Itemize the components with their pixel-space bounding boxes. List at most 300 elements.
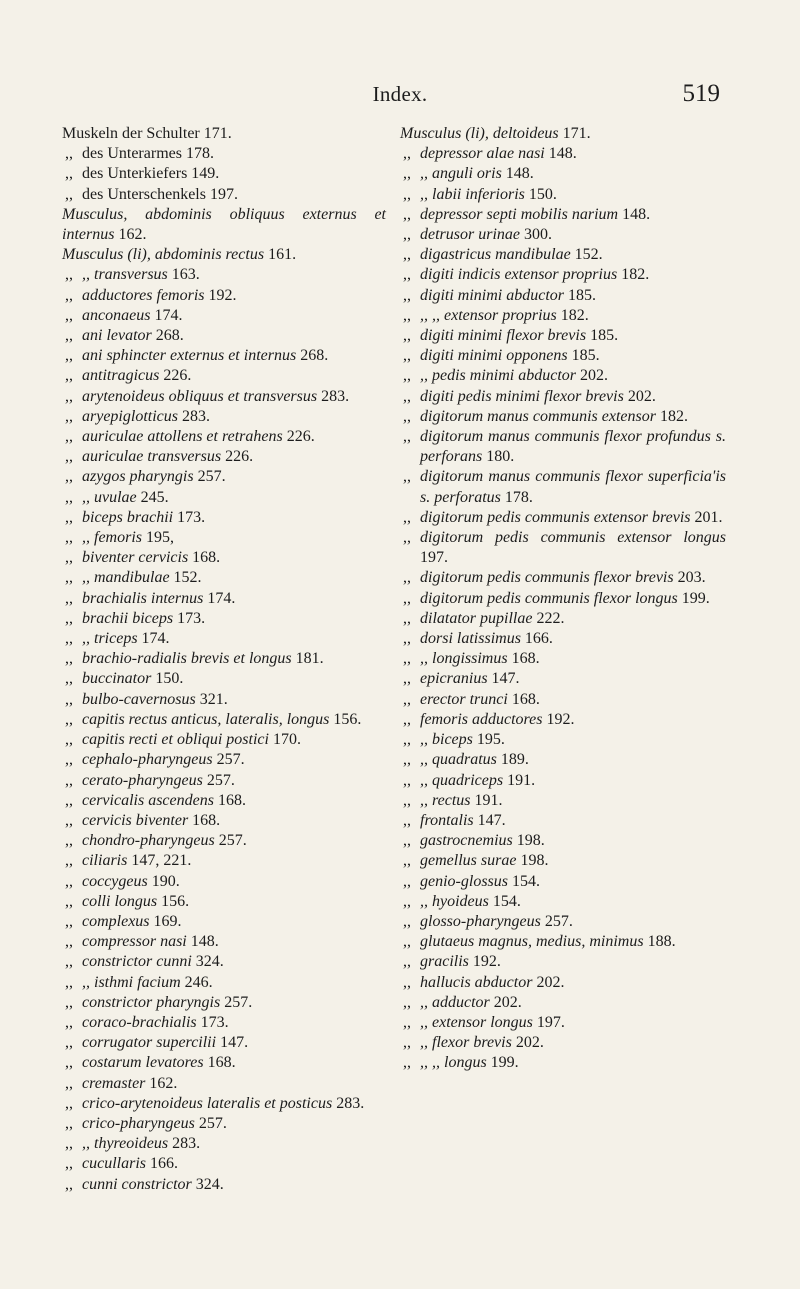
index-entry <box>400 892 726 912</box>
entry-term: hallucis abductor <box>420 973 533 991</box>
entry-term: ,, isthmi facium <box>82 973 181 991</box>
ditto-mark: ,, <box>403 630 411 648</box>
entry-page-ref: 246. <box>184 973 213 991</box>
running-title: Index. <box>372 82 428 106</box>
ditto-mark: ,, <box>403 508 411 526</box>
entry-term: detrusor urinae <box>420 226 520 244</box>
ditto-mark: ,, <box>403 286 411 304</box>
entry-term: genio-glossus <box>420 872 508 890</box>
index-entry <box>62 387 386 407</box>
entry-term: ,, hyoideus <box>420 892 489 910</box>
entry-term: ,, ,, extensor proprius <box>420 306 557 324</box>
entry-page-ref: 191. <box>474 791 503 809</box>
ditto-mark: ,, <box>65 690 73 708</box>
index-entry <box>400 791 726 811</box>
entry-page-ref: 268. <box>300 347 329 365</box>
entry-term: ani levator <box>82 327 152 345</box>
entry-term: cremaster <box>82 1074 146 1092</box>
ditto-mark: ,, <box>403 933 411 951</box>
entry-page-ref: 202. <box>580 367 608 385</box>
entry-term: digitorum manus communis flexor superficia'is s. perforatus <box>420 468 726 506</box>
ditto-mark: ,, <box>403 892 411 910</box>
entry-term: ,, anguli oris <box>420 165 502 183</box>
index-entry <box>400 346 726 366</box>
index-entry <box>400 750 726 770</box>
entry-page-ref: 226. <box>286 428 315 446</box>
entry-term: ,, femoris <box>82 529 142 547</box>
entry-page-ref: 191. <box>507 771 536 789</box>
ditto-mark: ,, <box>65 347 73 365</box>
entry-term: digiti indicis extensor proprius <box>420 266 618 284</box>
ditto-mark: ,, <box>403 246 411 264</box>
index-entry <box>400 366 726 386</box>
ditto-mark: ,, <box>403 1034 411 1052</box>
ditto-mark: ,, <box>403 1013 411 1031</box>
entry-term: digitorum manus communis extensor <box>420 407 656 425</box>
entry-page-ref: 202. <box>627 387 656 405</box>
entry-page-ref: 148. <box>505 165 534 183</box>
index-entry <box>62 973 386 993</box>
index-entry <box>62 205 386 245</box>
entry-page-ref: 257. <box>206 771 235 789</box>
index-entry <box>62 831 386 851</box>
entry-term: glutaeus magnus, medius, minimus <box>420 933 644 951</box>
entry-term: brachialis internus <box>82 589 204 607</box>
index-entry <box>62 306 386 326</box>
index-entry <box>400 851 726 871</box>
index-entry <box>400 811 726 831</box>
entry-page-ref: 166. <box>150 1155 178 1173</box>
entry-page-ref: 156. <box>333 710 362 728</box>
index-entry <box>62 690 386 710</box>
entry-term: digiti minimi opponens <box>420 347 568 365</box>
entry-page-ref: 150. <box>155 670 184 688</box>
entry-page-ref: 324. <box>195 1175 224 1193</box>
index-entry <box>400 589 726 609</box>
ditto-mark: ,, <box>403 710 411 728</box>
ditto-mark: ,, <box>403 670 411 688</box>
entry-page-ref: 283. <box>181 407 210 425</box>
ditto-mark: ,, <box>65 811 73 829</box>
entry-page-ref: 174. <box>207 589 236 607</box>
index-entry <box>62 851 386 871</box>
ditto-mark: ,, <box>403 226 411 244</box>
entry-term: crico-arytenoideus lateralis et posticus <box>82 1094 333 1112</box>
entry-term: ,, uvulae <box>82 488 137 506</box>
ditto-mark: ,, <box>65 1175 73 1193</box>
ditto-mark: ,, <box>65 670 73 688</box>
entry-page-ref: 300. <box>524 226 552 244</box>
entry-term: ,, pedis minimi abductor <box>420 367 576 385</box>
entry-page-ref: 148. <box>548 145 577 163</box>
ditto-mark: ,, <box>65 589 73 607</box>
ditto-mark: ,, <box>65 650 73 668</box>
ditto-mark: ,, <box>65 710 73 728</box>
entry-term: ,, quadratus <box>420 751 497 769</box>
index-entry <box>400 508 726 528</box>
entry-term: aryepiglotticus <box>82 407 178 425</box>
entry-term: ,, extensor longus <box>420 1013 533 1031</box>
ditto-mark: ,, <box>403 205 411 223</box>
entry-page-ref: 182. <box>621 266 650 284</box>
entry-term: bulbo-cavernosus <box>82 690 196 708</box>
ditto-mark: ,, <box>65 993 73 1011</box>
entry-page-ref: 170. <box>272 731 301 749</box>
index-entry <box>62 649 386 669</box>
index-entry <box>62 1094 386 1114</box>
index-entry <box>62 811 386 831</box>
index-entry <box>400 1033 726 1053</box>
index-entry <box>62 286 386 306</box>
ditto-mark: ,, <box>65 549 73 567</box>
entry-page-ref: 268. <box>155 327 184 345</box>
ditto-mark: ,, <box>65 529 73 547</box>
ditto-mark: ,, <box>65 1013 73 1031</box>
index-entry <box>62 710 386 730</box>
entry-page-ref: 162. <box>118 226 147 244</box>
entry-page-ref: 180. <box>486 448 515 466</box>
entry-page-ref: 197. <box>420 549 448 567</box>
ditto-mark: ,, <box>403 771 411 789</box>
ditto-mark: ,, <box>403 993 411 1011</box>
index-entry <box>62 1053 386 1073</box>
ditto-mark: ,, <box>65 488 73 506</box>
entry-page-ref: 169. <box>153 912 182 930</box>
ditto-mark: ,, <box>403 407 411 425</box>
ditto-mark: ,, <box>403 832 411 850</box>
ditto-mark: ,, <box>403 468 411 486</box>
entry-page-ref: 181. <box>295 650 324 668</box>
entry-term: depressor septi mobilis narium <box>420 205 619 223</box>
index-entry <box>400 1013 726 1033</box>
page-header <box>0 80 800 110</box>
entry-term: ,, transversus <box>82 266 168 284</box>
ditto-mark: ,, <box>403 872 411 890</box>
ditto-mark: ,, <box>403 185 411 203</box>
index-entry <box>62 872 386 892</box>
ditto-mark: ,, <box>403 690 411 708</box>
ditto-mark: ,, <box>403 953 411 971</box>
ditto-mark: ,, <box>65 791 73 809</box>
entry-page-ref: 174. <box>141 630 170 648</box>
entry-page-ref: 203. <box>677 569 706 587</box>
page-number: 519 <box>682 80 720 107</box>
entry-page-ref: 192. <box>546 710 575 728</box>
index-entry <box>62 1175 386 1195</box>
ditto-mark: ,, <box>65 387 73 405</box>
index-entry <box>400 427 726 467</box>
ditto-mark: ,, <box>403 529 411 547</box>
index-entry <box>400 306 726 326</box>
entry-term: dorsi latissimus <box>420 630 521 648</box>
ditto-mark: ,, <box>65 367 73 385</box>
entry-page-ref: 156. <box>161 892 190 910</box>
ditto-mark: ,, <box>65 609 73 627</box>
index-entry <box>62 407 386 427</box>
ditto-mark: ,, <box>65 468 73 486</box>
entry-term: biventer cervicis <box>82 549 189 567</box>
index-entry <box>400 124 726 144</box>
entry-term: anconaeus <box>82 306 151 324</box>
index-entry <box>400 912 726 932</box>
entry-page-ref: 199. <box>681 589 710 607</box>
ditto-mark: ,, <box>403 731 411 749</box>
ditto-mark: ,, <box>403 751 411 769</box>
entry-term: cerato-pharyngeus <box>82 771 203 789</box>
entry-term: cephalo-pharyngeus <box>82 751 213 769</box>
entry-term: glosso-pharyngeus <box>420 912 541 930</box>
entry-term: brachii biceps <box>82 609 174 627</box>
entry-page-ref: 185. <box>571 347 600 365</box>
entry-term: ,, rectus <box>420 791 471 809</box>
entry-page-ref: 154. <box>512 872 540 890</box>
entry-page-ref: 152. <box>574 246 603 264</box>
index-entry <box>400 649 726 669</box>
ditto-mark: ,, <box>65 448 73 466</box>
entry-term: crico-pharyngeus <box>82 1114 195 1132</box>
entry-page-ref: 202. <box>493 993 522 1011</box>
entry-page-ref: 257. <box>218 832 247 850</box>
ditto-mark: ,, <box>403 912 411 930</box>
ditto-mark: ,, <box>65 1094 73 1112</box>
entry-page-ref: 324. <box>195 953 224 971</box>
entry-term: erector trunci <box>420 690 508 708</box>
index-entry <box>62 1074 386 1094</box>
ditto-mark: ,, <box>65 185 73 203</box>
index-entry <box>400 387 726 407</box>
entry-page-ref: 147, 221. <box>131 852 192 870</box>
ditto-mark: ,, <box>65 1054 73 1072</box>
entry-term: femoris adductores <box>420 710 543 728</box>
index-entry <box>62 1013 386 1033</box>
index-entry <box>62 892 386 912</box>
index-entry <box>400 952 726 972</box>
entry-term: auriculae attollens et retrahens <box>82 428 283 446</box>
ditto-mark: ,, <box>403 852 411 870</box>
index-entry <box>62 791 386 811</box>
entry-page-ref: 168. <box>511 650 540 668</box>
entry-page-ref: 173. <box>177 508 206 526</box>
entry-page-ref: 226. <box>163 367 192 385</box>
entry-term: frontalis <box>420 811 474 829</box>
index-entry <box>62 1134 386 1154</box>
index-entry <box>400 528 726 568</box>
index-entry <box>400 771 726 791</box>
entry-page-ref: 154. <box>492 892 521 910</box>
index-entry <box>400 710 726 730</box>
ditto-mark: ,, <box>65 145 73 163</box>
index-entry <box>400 973 726 993</box>
entry-term: ,, biceps <box>420 731 473 749</box>
entry-term: cervicis biventer <box>82 811 189 829</box>
entry-page-ref: 163. <box>171 266 200 284</box>
entry-page-ref: 257. <box>544 912 573 930</box>
index-entry <box>62 265 386 285</box>
entry-term: gemellus surae <box>420 852 517 870</box>
entry-term: ani sphincter externus et internus <box>82 347 297 365</box>
entry-page-ref: 168. <box>192 811 221 829</box>
entry-term: costarum levatores <box>82 1054 204 1072</box>
ditto-mark: ,, <box>65 630 73 648</box>
ditto-mark: ,, <box>403 589 411 607</box>
index-entry <box>62 730 386 750</box>
entry-term: coccygeus <box>82 872 148 890</box>
entry-page-ref: 182. <box>659 407 688 425</box>
entry-term: buccinator <box>82 670 152 688</box>
entry-term: digiti minimi abductor <box>420 286 564 304</box>
index-entry <box>62 164 386 184</box>
entry-term: Musculus (li), deltoideus <box>400 125 559 142</box>
entry-page-ref: 174. <box>154 306 183 324</box>
index-entry <box>400 629 726 649</box>
entry-term: ,, flexor brevis <box>420 1034 512 1052</box>
index-entry <box>400 730 726 750</box>
ditto-mark: ,, <box>403 327 411 345</box>
ditto-mark: ,, <box>403 347 411 365</box>
index-entry <box>62 144 386 164</box>
entry-page-ref: 198. <box>520 852 549 870</box>
index-entry <box>62 1154 386 1174</box>
entry-page-ref: 147. <box>220 1034 249 1052</box>
index-entry <box>62 427 386 447</box>
index-column-right <box>400 124 726 1074</box>
entry-term: Musculus, abdominis obliquus externus et internus <box>62 205 386 244</box>
index-entry <box>62 952 386 972</box>
entry-page-ref: 168. <box>217 791 246 809</box>
ditto-mark: ,, <box>65 892 73 910</box>
entry-page-ref: 199. <box>490 1054 519 1072</box>
entry-term: digiti minimi flexor brevis <box>420 327 587 345</box>
ditto-mark: ,, <box>403 791 411 809</box>
index-entry <box>62 124 386 144</box>
entry-page-ref: 226. <box>225 448 254 466</box>
entry-page-ref: 195. <box>476 731 505 749</box>
ditto-mark: ,, <box>403 609 411 627</box>
entry-term: biceps brachii <box>82 508 174 526</box>
index-entry <box>62 568 386 588</box>
ditto-mark: ,, <box>403 650 411 668</box>
index-entry <box>400 144 726 164</box>
entry-page-ref: 321. <box>199 690 228 708</box>
ditto-mark: ,, <box>65 286 73 304</box>
entry-term: digitorum pedis communis extensor brevis <box>420 508 691 526</box>
entry-term: adductores femoris <box>82 286 205 304</box>
index-entry <box>62 185 386 205</box>
ditto-mark: ,, <box>403 428 411 446</box>
entry-page-ref: 168. <box>207 1054 236 1072</box>
entry-term: brachio-radialis brevis et longus <box>82 650 292 668</box>
entry-page-ref: 257. <box>198 1114 227 1132</box>
index-entry <box>62 366 386 386</box>
ditto-mark: ,, <box>65 306 73 324</box>
ditto-mark: ,, <box>65 1155 73 1173</box>
ditto-mark: ,, <box>403 266 411 284</box>
ditto-mark: ,, <box>403 367 411 385</box>
entry-page-ref: 245. <box>140 488 169 506</box>
ditto-mark: ,, <box>65 1114 73 1132</box>
index-entry <box>400 407 726 427</box>
index-entry <box>62 669 386 689</box>
entry-page-ref: 185. <box>590 327 619 345</box>
index-entry <box>400 205 726 225</box>
entry-page-ref: 147. <box>477 811 506 829</box>
entry-term: ,, adductor <box>420 993 490 1011</box>
index-entry <box>400 609 726 629</box>
entry-page-ref: des Unterarmes 178. <box>82 145 214 163</box>
entry-term: constrictor pharyngis <box>82 993 221 1011</box>
index-entry <box>62 528 386 548</box>
ditto-mark: ,, <box>65 165 73 183</box>
index-entry <box>62 932 386 952</box>
index-entry <box>62 912 386 932</box>
entry-term: azygos pharyngis <box>82 468 194 486</box>
entry-page-ref: 190. <box>151 872 180 890</box>
index-entry <box>400 690 726 710</box>
entry-page-ref: 198. <box>516 832 545 850</box>
ditto-mark: ,, <box>65 912 73 930</box>
index-entry <box>62 771 386 791</box>
entry-term: cunni constrictor <box>82 1175 192 1193</box>
index-entry <box>400 993 726 1013</box>
index-entry <box>62 1033 386 1053</box>
entry-term: auriculae transversus <box>82 448 222 466</box>
index-column-left <box>62 124 386 1195</box>
index-entry <box>62 609 386 629</box>
entry-page-ref: 197. <box>536 1013 565 1031</box>
ditto-mark: ,, <box>65 852 73 870</box>
entry-term: ciliaris <box>82 852 128 870</box>
index-entry <box>400 185 726 205</box>
index-entry <box>400 326 726 346</box>
ditto-mark: ,, <box>65 266 73 284</box>
ditto-mark: ,, <box>65 569 73 587</box>
entry-page-ref: 161. <box>268 246 297 264</box>
index-entry <box>400 467 726 507</box>
entry-page-ref: Muskeln der Schulter 171. <box>62 125 232 142</box>
index-entry <box>400 872 726 892</box>
entry-term: ,, mandibulae <box>82 569 170 587</box>
ditto-mark: ,, <box>403 973 411 991</box>
index-entry <box>400 932 726 952</box>
entry-term: digitorum pedis communis extensor longus <box>420 529 726 547</box>
index-entry <box>400 245 726 265</box>
entry-page-ref: 150. <box>528 185 557 203</box>
ditto-mark: ,, <box>65 407 73 425</box>
entry-term: gracilis <box>420 953 469 971</box>
entry-term: compressor nasi <box>82 933 187 951</box>
entry-page-ref: 182. <box>560 306 589 324</box>
entry-term: antitragicus <box>82 367 160 385</box>
ditto-mark: ,, <box>403 306 411 324</box>
index-entry <box>400 286 726 306</box>
ditto-mark: ,, <box>403 165 411 183</box>
ditto-mark: ,, <box>65 832 73 850</box>
entry-term: ,, triceps <box>82 630 138 648</box>
index-entry <box>62 447 386 467</box>
entry-page-ref: 257. <box>197 468 226 486</box>
entry-term: coraco-brachialis <box>82 1013 197 1031</box>
index-entry <box>62 488 386 508</box>
ditto-mark: ,, <box>65 751 73 769</box>
entry-page-ref: 192. <box>472 953 501 971</box>
entry-page-ref: 166. <box>524 630 553 648</box>
entry-term: depressor alae nasi <box>420 145 545 163</box>
index-entry <box>62 629 386 649</box>
ditto-mark: ,, <box>65 428 73 446</box>
entry-term: digitorum pedis communis flexor brevis <box>420 569 674 587</box>
entry-term: digitorum pedis communis flexor longus <box>420 589 678 607</box>
entry-term: capitis recti et obliqui postici <box>82 731 269 749</box>
